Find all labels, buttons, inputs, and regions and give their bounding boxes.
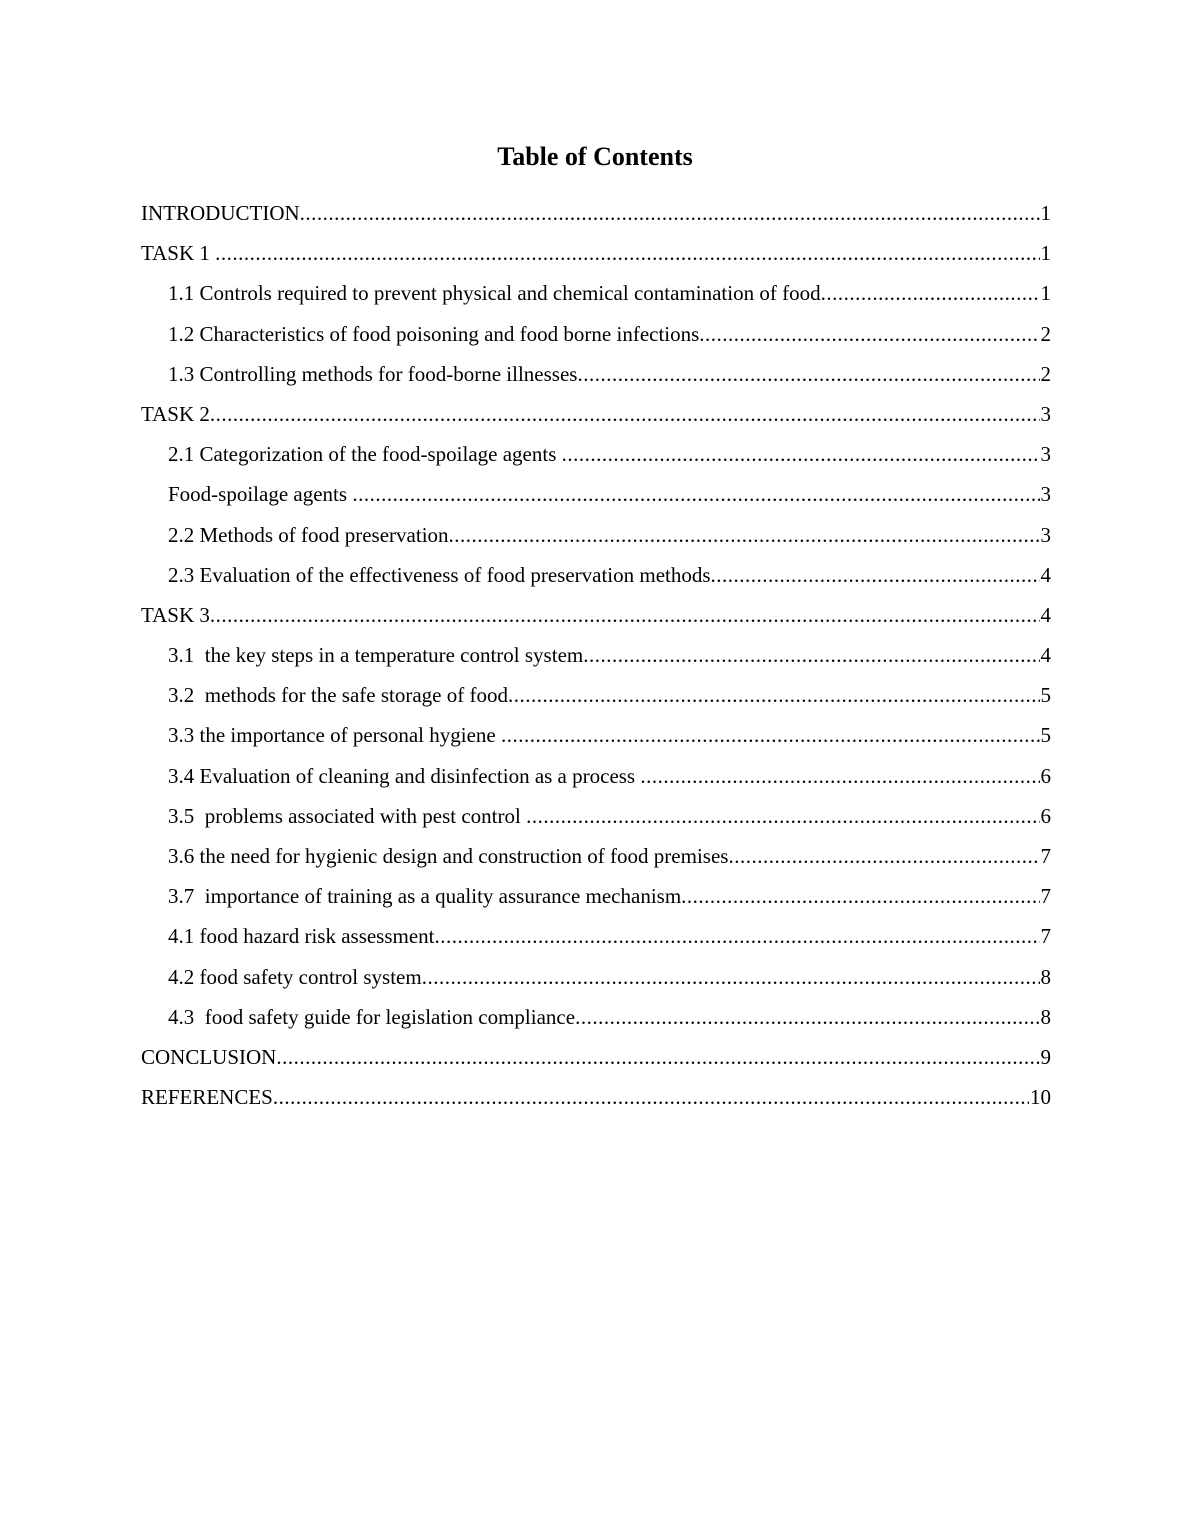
- toc-entry[interactable]: [141, 196, 1051, 236]
- toc-page-number: 5: [1040, 683, 1051, 708]
- toc-entry[interactable]: [141, 919, 1051, 959]
- toc-page-number: 10: [1030, 1085, 1051, 1110]
- toc-entry[interactable]: [141, 598, 1051, 638]
- toc-entry-label: 3.7 importance of training as a quality assurance mechanism: [168, 884, 682, 909]
- toc-entry[interactable]: [141, 1080, 1051, 1120]
- toc-entry[interactable]: [141, 236, 1051, 276]
- toc-dot-leader: [508, 678, 1040, 712]
- toc-entry[interactable]: [141, 437, 1051, 477]
- toc-dot-leader: [352, 477, 1039, 511]
- toc-dot-leader: [449, 518, 1040, 552]
- toc-entry[interactable]: [141, 718, 1051, 758]
- toc-entry-label: 4.1 food hazard risk assessment: [168, 924, 435, 949]
- toc-page-number: 1: [1040, 241, 1051, 266]
- toc-entry-label: Food-spoilage agents: [168, 482, 353, 507]
- toc-dot-leader: [210, 397, 1040, 431]
- toc-entry[interactable]: [141, 960, 1051, 1000]
- toc-dot-leader: [215, 236, 1039, 270]
- toc-page-number: 4: [1040, 643, 1051, 668]
- toc-dot-leader: [422, 960, 1040, 994]
- toc-entry[interactable]: [141, 357, 1051, 397]
- toc-entry[interactable]: [141, 558, 1051, 598]
- toc-dot-leader: [435, 919, 1040, 953]
- toc-page-number: 9: [1040, 1044, 1051, 1069]
- toc-entry-label: 3.4 Evaluation of cleaning and disinfection as a process: [168, 763, 641, 788]
- toc-entry-label: TASK 2: [141, 401, 210, 426]
- toc-page-number: 6: [1040, 803, 1051, 828]
- toc-entry[interactable]: [141, 759, 1051, 799]
- toc-dot-leader: [276, 1040, 1039, 1074]
- toc-entry[interactable]: [141, 638, 1051, 678]
- toc-entry-label: 3.6 the need for hygienic design and construction of food premises: [168, 844, 729, 868]
- toc-entry-label: 3.5 problems associated with pest control: [168, 803, 527, 828]
- toc-page-number: 1: [1040, 201, 1051, 225]
- toc-page-number: 4: [1040, 602, 1051, 627]
- toc-page-number: 3: [1040, 482, 1051, 507]
- toc-dot-leader: [640, 759, 1039, 793]
- toc-page-number: 3: [1040, 401, 1051, 426]
- toc-entry-label: 3.2 methods for the safe storage of food: [168, 683, 508, 708]
- toc-page-number: 8: [1040, 964, 1051, 989]
- toc-dot-leader: [821, 276, 1040, 310]
- toc-dot-leader: [711, 558, 1040, 592]
- toc-entry[interactable]: [141, 276, 1051, 316]
- toc-entry-label: 4.3 food safety guide for legislation compliance: [168, 1004, 576, 1029]
- toc-entry[interactable]: [141, 879, 1051, 919]
- toc-page-number: 2: [1040, 361, 1051, 386]
- toc-entry-label: 3.3 the importance of personal hygiene: [168, 723, 501, 748]
- toc-dot-leader: [699, 317, 1039, 351]
- toc-entry-label: 4.2 food safety control system: [168, 964, 422, 989]
- toc-page-number: 2: [1040, 321, 1051, 346]
- toc-dot-leader: [526, 799, 1039, 833]
- toc-page-number: 7: [1040, 884, 1051, 909]
- toc-page-number: 8: [1040, 1004, 1051, 1029]
- toc-entry[interactable]: [141, 1000, 1051, 1040]
- page-title: Table of Contents: [497, 142, 693, 171]
- toc-dot-leader: [273, 1080, 1029, 1114]
- toc-page-number: 1: [1040, 281, 1051, 306]
- toc-page-number: 4: [1040, 562, 1051, 587]
- toc-entry-label: 3.1 the key steps in a temperature control system: [168, 643, 584, 668]
- toc-entry[interactable]: [141, 839, 1051, 879]
- toc-entry-label: 1.1 Controls required to prevent physical and chemical contamination of food: [168, 281, 821, 306]
- toc-dot-leader: [501, 718, 1040, 752]
- toc-entry-label: TASK 3: [141, 602, 210, 627]
- toc-page-number: 6: [1040, 763, 1051, 788]
- toc-entry[interactable]: [141, 397, 1051, 437]
- toc-entry[interactable]: [141, 678, 1051, 718]
- toc-page-number: 5: [1040, 723, 1051, 748]
- table-of-contents: [141, 196, 1051, 1120]
- toc-entry-label: 2.1 Categorization of the food-spoilage agents: [168, 442, 562, 467]
- toc-entry-label: REFERENCES: [141, 1085, 273, 1110]
- toc-page-number: 3: [1040, 522, 1051, 547]
- toc-dot-leader: [575, 1000, 1039, 1034]
- toc-dot-leader: [562, 437, 1040, 471]
- toc-entry-label: 1.2 Characteristics of food poisoning and food borne infections: [168, 321, 700, 346]
- toc-entry[interactable]: [141, 317, 1051, 357]
- toc-dot-leader: [300, 196, 1040, 230]
- toc-dot-leader: [583, 638, 1039, 672]
- toc-entry-label: INTRODUCTION: [141, 201, 300, 225]
- toc-entry-label: TASK 1: [141, 241, 216, 266]
- toc-page-number: 7: [1040, 844, 1051, 868]
- toc-entry[interactable]: [141, 477, 1051, 517]
- toc-entry[interactable]: [141, 518, 1051, 558]
- toc-page-number: 3: [1040, 442, 1051, 467]
- toc-page-number: 7: [1040, 924, 1051, 949]
- toc-entry-label: 2.2 Methods of food preservation: [168, 522, 449, 547]
- toc-dot-leader: [577, 357, 1039, 391]
- toc-dot-leader: [210, 598, 1040, 632]
- toc-entry[interactable]: [141, 799, 1051, 839]
- toc-entry-label: CONCLUSION: [141, 1044, 277, 1069]
- toc-entry-label: 1.3 Controlling methods for food-borne illnesses: [168, 361, 578, 386]
- toc-entry[interactable]: [141, 1040, 1051, 1080]
- toc-dot-leader: [681, 879, 1039, 913]
- toc-entry-label: 2.3 Evaluation of the effectiveness of food preservation methods: [168, 562, 711, 587]
- toc-dot-leader: [728, 839, 1039, 873]
